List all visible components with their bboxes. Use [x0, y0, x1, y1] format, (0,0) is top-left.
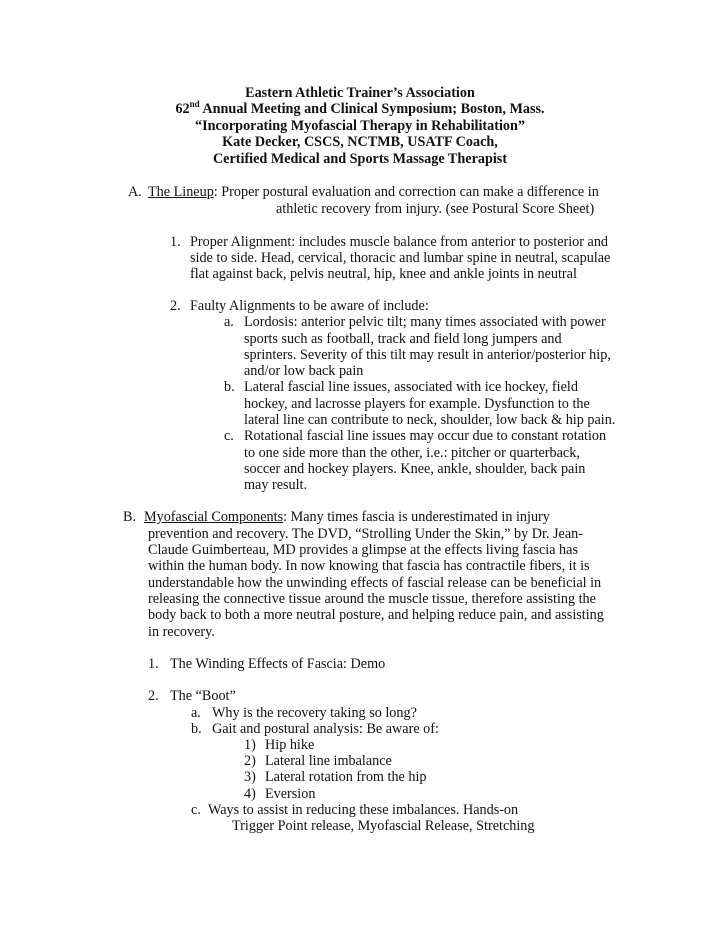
- sub-b-line: Lateral fascial line issues, associated with ice hockey, field: [244, 379, 578, 395]
- a-item-2-marker: 2.: [170, 298, 181, 314]
- b-item-2-text: The “Boot”: [170, 688, 236, 704]
- section-b-line: releasing the connective tissue around the muscle tissue, therefore assisting the: [148, 591, 596, 607]
- section-b-line: prevention and recovery. The DVD, “Strolling Under the Skin,” by Dr. Jean-: [148, 526, 583, 542]
- b-item-1-marker: 1.: [148, 656, 159, 672]
- sub-a-line: sprinters. Severity of this tilt may result in anterior/posterior hip,: [244, 347, 611, 363]
- header-line-1: Eastern Athletic Trainer’s Association: [245, 85, 475, 101]
- a-item-1-line: flat against back, pelvis neutral, hip, knee and ankle joints in neutral: [190, 266, 577, 282]
- sub-a-line: Lordosis: anterior pelvic tilt; many times associated with power: [244, 314, 606, 330]
- sub-b-line: lateral line can contribute to neck, shoulder, low back & hip pain.: [244, 412, 616, 428]
- b-sub-a-marker: a.: [191, 705, 201, 721]
- header-line-5: Certified Medical and Sports Massage Therapist: [212, 151, 508, 167]
- section-b-line: Claude Guimberteau, MD provides a glimpse at the effects living fascia has: [148, 542, 578, 558]
- sub-a-line: sports such as football, track and field long jumpers and: [244, 331, 562, 347]
- a-item-1-marker: 1.: [170, 234, 181, 250]
- sub-c-line: Rotational fascial line issues may occur due to constant rotation: [244, 428, 607, 444]
- a-item-2-text: Faulty Alignments to be aware of include:: [190, 298, 429, 314]
- section-a-line-2: athletic recovery from injury. (see Postural Score Sheet): [276, 201, 595, 217]
- header-line-2: [0, 101, 720, 117]
- section-b-text: : Many times fascia is underestimated in injury: [283, 509, 550, 525]
- b-item-2-marker: 2.: [148, 688, 159, 704]
- b-sub-b-marker: b.: [191, 721, 202, 737]
- section-b-line-1: [144, 509, 550, 525]
- sub-c-line: soccer and hockey players. Knee, ankle, shoulder, back pain: [244, 461, 586, 477]
- section-a-text: : Proper postural evaluation and correction can make a difference in: [213, 184, 599, 200]
- b-sub-a-text: Why is the recovery taking so long?: [212, 705, 417, 721]
- sub-a-marker: a.: [224, 314, 234, 330]
- section-b-line: understandable how the unwinding effects of fascial release can be beneficial in: [148, 575, 602, 591]
- section-a-marker: A.: [128, 184, 142, 200]
- list-item: Lateral rotation from the hip: [265, 769, 427, 785]
- list-item: Eversion: [265, 786, 316, 802]
- header-line-4: Kate Decker, CSCS, NCTMB, USATF Coach,: [222, 134, 498, 150]
- b-sub-b-text: Gait and postural analysis: Be aware of:: [212, 721, 439, 737]
- a-item-1-line: Proper Alignment: includes muscle balance from anterior to posterior and: [190, 234, 609, 250]
- sub-c-line: may result.: [244, 477, 308, 493]
- list-item-marker: 4): [244, 786, 256, 802]
- section-a-title: The Lineup: [148, 184, 214, 200]
- b-sub-c-marker: c.: [191, 802, 201, 818]
- section-b-title: Myofascial Components: [144, 509, 284, 525]
- section-a-line-1: [148, 184, 599, 200]
- list-item-marker: 1): [244, 737, 256, 753]
- header-line-3: “Incorporating Myofascial Therapy in Rehabilitation”: [194, 118, 525, 134]
- header-ordinal-suffix: nd: [189, 99, 200, 109]
- section-b-marker: B.: [123, 509, 137, 525]
- header-ordinal-number: 62: [175, 101, 190, 117]
- sub-c-line: to one side more than the other, i.e.: pitcher or quarterback,: [244, 445, 580, 461]
- list-item: Lateral line imbalance: [265, 753, 392, 769]
- header-meeting-title: Annual Meeting and Clinical Symposium; Boston, Mass.: [199, 101, 545, 117]
- section-b-line: within the human body. In now knowing that fascia has contractile fibers, it is: [148, 558, 590, 574]
- list-item-marker: 2): [244, 753, 256, 769]
- list-item-marker: 3): [244, 769, 256, 785]
- list-item: Hip hike: [265, 737, 315, 753]
- b-sub-c-text: Ways to assist in reducing these imbalances. Hands-on: [208, 802, 519, 818]
- sub-b-line: hockey, and lacrosse players for example. Dysfunction to the: [244, 396, 590, 412]
- sub-a-line: and/or low back pain: [244, 363, 364, 379]
- section-b-line: body back to both a more neutral posture, and helping reduce pain, and assisting: [148, 607, 604, 623]
- b-sub-c-text-2: Trigger Point release, Myofascial Release, Stretching: [232, 818, 535, 834]
- a-item-1-line: side to side. Head, cervical, thoracic and lumbar spine in neutral, scapulae: [190, 250, 611, 266]
- sub-b-marker: b.: [224, 379, 235, 395]
- b-item-1-text: The Winding Effects of Fascia: Demo: [170, 656, 386, 672]
- section-b-line: in recovery.: [148, 624, 215, 640]
- sub-c-marker: c.: [224, 428, 234, 444]
